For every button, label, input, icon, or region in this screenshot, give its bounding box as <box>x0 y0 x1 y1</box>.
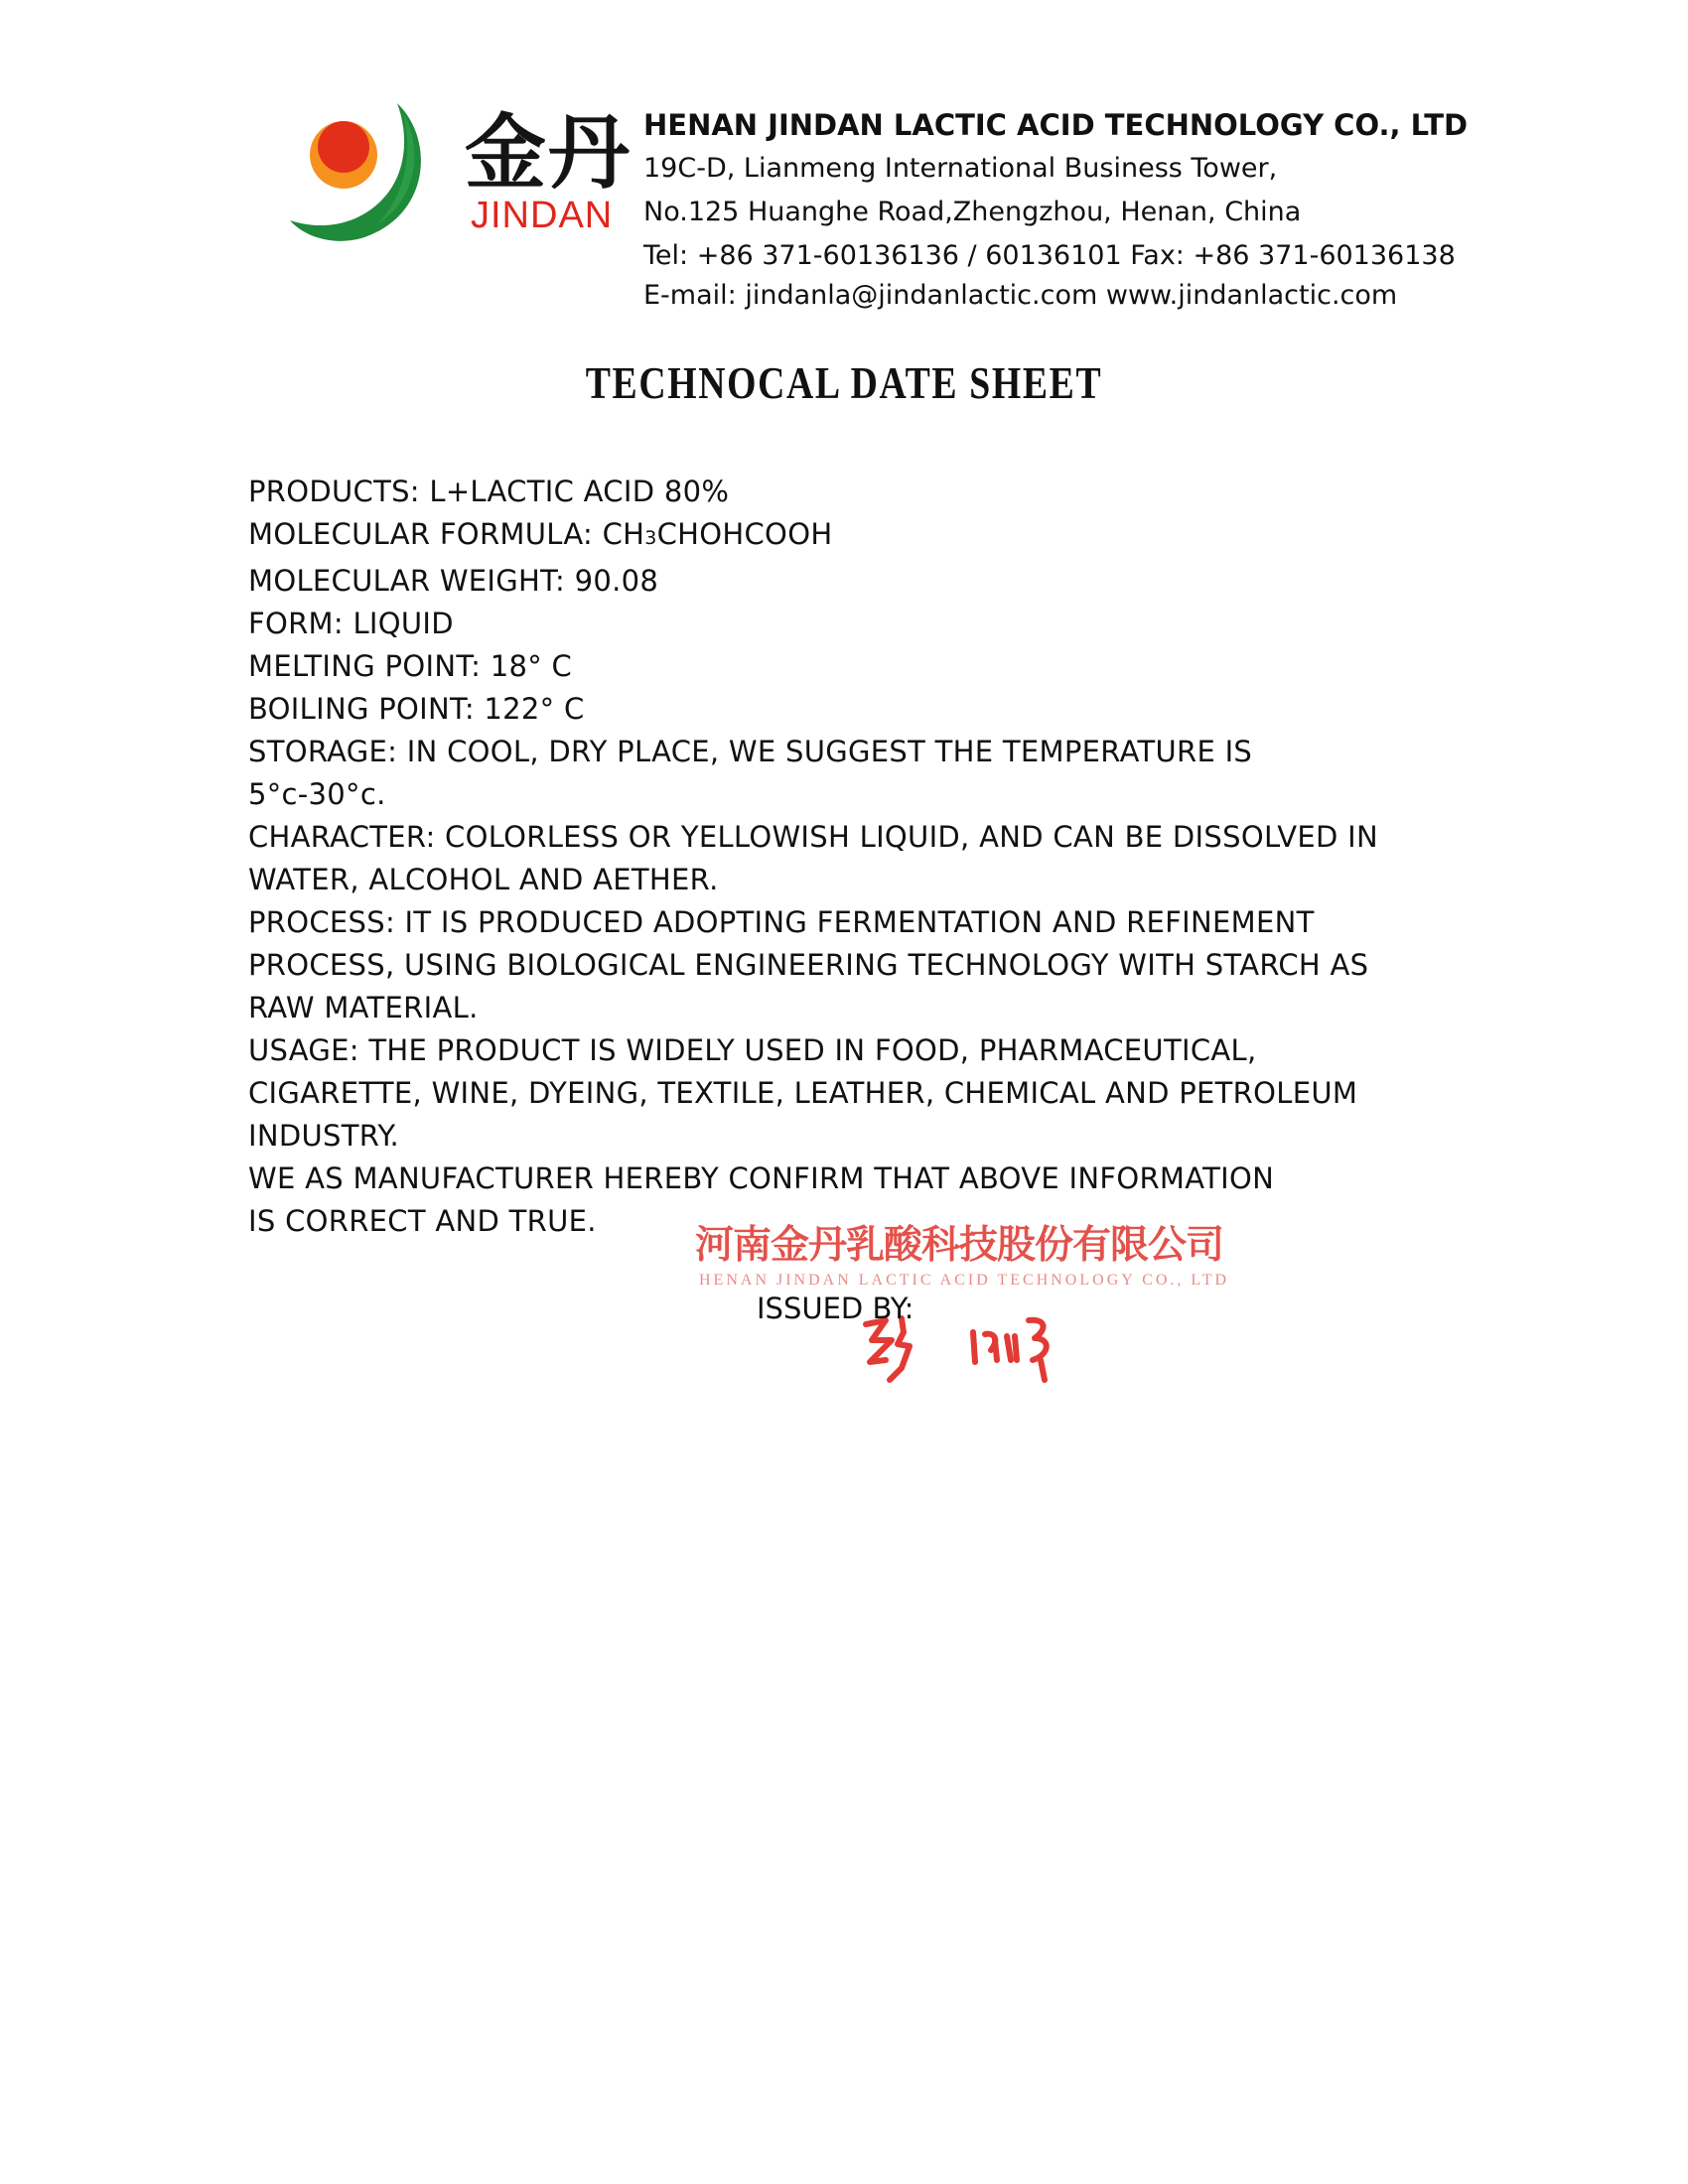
formula-suffix: CHOHCOOH <box>656 517 833 551</box>
confirm-line-2: IS CORRECT AND TRUE. <box>248 1204 597 1238</box>
process-line-1: PROCESS: IT IS PRODUCED ADOPTING FERMENTATION AND REFINEMENT <box>248 905 1315 939</box>
formula-subscript: 3 <box>644 527 657 549</box>
stamp-english-text: HENAN JINDAN LACTIC ACID TECHNOLOGY CO., LTD <box>699 1272 1230 1289</box>
issued-by-label: ISSUED BY: <box>757 1292 914 1325</box>
character-line-1: CHARACTER: COLORLESS OR YELLOWISH LIQUID, AND CAN BE DISSOLVED IN <box>248 820 1378 854</box>
confirm-line-1: WE AS MANUFACTURER HEREBY CONFIRM THAT ABOVE INFORMATION <box>248 1161 1275 1195</box>
usage-line-3: INDUSTRY. <box>248 1119 399 1153</box>
company-info <box>643 103 1636 314</box>
address-line-2: No.125 Huanghe Road,Zhengzhou, Henan, China <box>643 197 1302 227</box>
melting-line: MELTING POINT: 18° C <box>248 649 573 683</box>
datasheet-body <box>248 471 1460 1243</box>
products-line: PRODUCTS: L+LACTIC ACID 80% <box>248 475 730 508</box>
usage-line-1: USAGE: THE PRODUCT IS WIDELY USED IN FOOD, PHARMACEUTICAL, <box>248 1033 1257 1067</box>
storage-line-2: 5°c-30°c. <box>248 777 386 811</box>
boiling-line: BOILING POINT: 122° C <box>248 692 585 726</box>
address-line-1: 19C-D, Lianmeng International Business Tower, <box>643 153 1278 184</box>
email-web-line: E-mail: jindanla@jindanlactic.com www.jindanlactic.com <box>643 280 1398 311</box>
company-name: HENAN JINDAN LACTIC ACID TECHNOLOGY CO., LTD <box>643 108 1469 142</box>
form-line: FORM: LIQUID <box>248 607 454 640</box>
usage-line-2: CIGARETTE, WINE, DYEING, TEXTILE, LEATHER, CHEMICAL AND PETROLEUM <box>248 1076 1358 1110</box>
weight-line: MOLECULAR WEIGHT: 90.08 <box>248 564 659 598</box>
document-title: TECHNOCAL DATE SHEET <box>585 357 1103 408</box>
character-line-2: WATER, ALCOHOL AND AETHER. <box>248 863 719 896</box>
contact-line: Tel: +86 371-60136136 / 60136101 Fax: +86 371-60136138 <box>643 240 1456 271</box>
stamp-chinese-text: 河南金丹乳酸科技股份有限公司 <box>695 1222 1224 1268</box>
formula-line <box>248 513 1460 560</box>
formula-prefix: MOLECULAR FORMULA: CH <box>248 517 645 551</box>
logo-chinese-text: 金丹 <box>465 105 633 201</box>
process-line-3: RAW MATERIAL. <box>248 991 479 1024</box>
storage-line-1: STORAGE: IN COOL, DRY PLACE, WE SUGGEST THE TEMPERATURE IS <box>248 735 1253 768</box>
logo-english-text: JINDAN <box>471 195 614 236</box>
process-line-2: PROCESS, USING BIOLOGICAL ENGINEERING TECHNOLOGY WITH STARCH AS <box>248 948 1369 982</box>
company-logo-icon <box>286 99 433 248</box>
